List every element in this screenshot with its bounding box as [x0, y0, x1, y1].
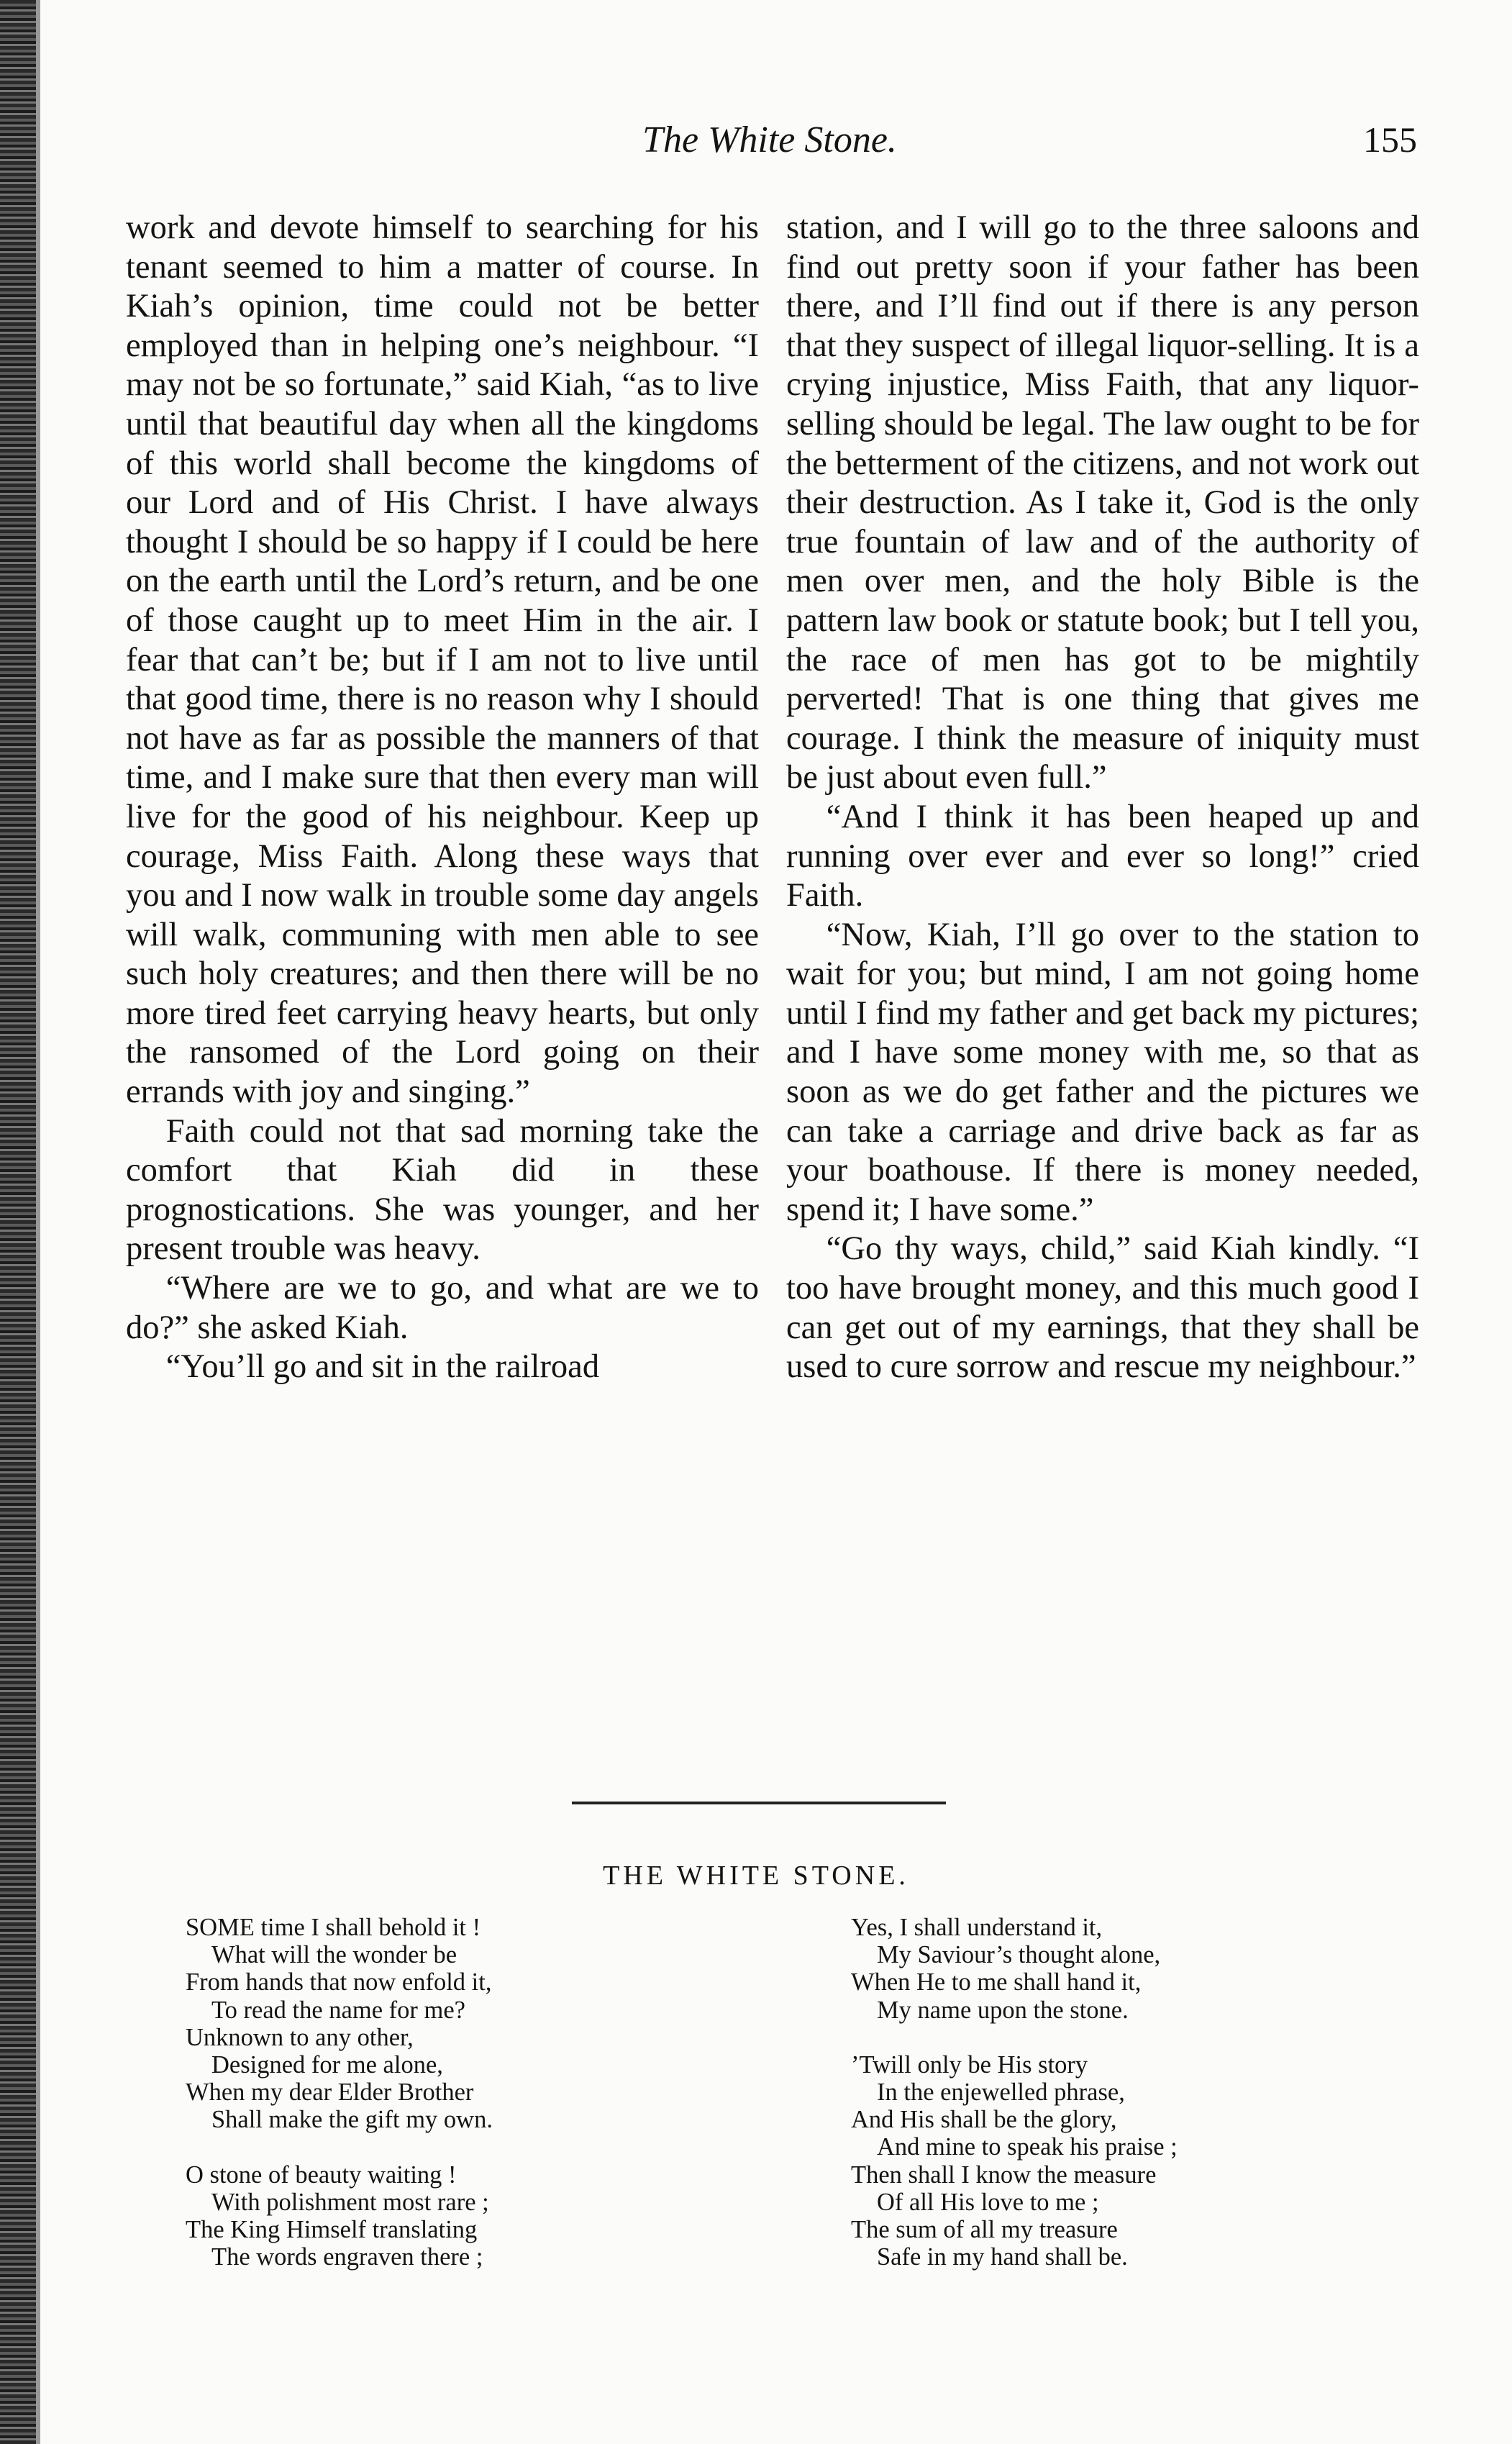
poem-title: THE WHITE STONE. — [603, 1861, 909, 1891]
poem-line: The sum of all my treasure — [851, 2216, 1118, 2244]
poem-line: Designed for me alone, — [211, 2051, 443, 2079]
poem-line: The King Himself translating — [186, 2216, 478, 2244]
poem-line: O stone of beauty waiting ! — [186, 2161, 457, 2189]
prose-paragraph: Faith could not that sad morning take the comfort that Kiah did in these prognostications. She was younger, and her present trouble was heavy. — [126, 1112, 759, 1268]
poem-line: And mine to speak his praise ; — [877, 2133, 1178, 2161]
prose-paragraph: “Go thy ways, child,” said Kiah kindly. “I too have brought money, and this much good I can get out of my earnings, that they shall be used to cure sorrow and rescue my neighbour.” — [786, 1230, 1419, 1386]
page-header — [122, 119, 1417, 176]
poem-line: ’Twill only be His story — [851, 2050, 1088, 2079]
poem-stanza — [186, 1914, 703, 2134]
poem-right-column — [851, 1914, 1369, 2298]
poem-line: Yes, I shall understand it, — [851, 1914, 1103, 1941]
poem-left-column — [186, 1914, 703, 2298]
prose-paragraph: “You’ll go and sit in the railroad — [165, 1348, 600, 1386]
prose-paragraph: station, and I will go to the three saloons and find out pretty soon if your father has been there, and I’ll find out if there is any person that they suspect of illegal liquor-selling. It is a crying injustice, Miss Faith, that any liquor-selling should be legal. The law ought to be for the betterment of the citizens, and not work out their destruction. As I take it, God is the only true fountain of law and of the authority of men over men, and the holy Bible is the pattern law book or statute book; but I tell you, the race of men has got to be mightily perverted! That is one thing that gives me courage. I think the measure of iniquity must be just about even full.” — [786, 209, 1419, 796]
prose-paragraph: “Now, Kiah, I’ll go over to the station to wait for you; but mind, I am not going home until I find my father and get back my pictures; and I have some money with me, so that as soon as we do get father and the pictures we can take a carriage and drive back as far as your boathouse. If there is money needed, spend it; I have some.” — [786, 916, 1419, 1228]
poem-line: Unknown to any other, — [186, 2023, 414, 2051]
page-number: 155 — [1363, 119, 1417, 160]
poem-line: Shall make the gift my own. — [211, 2106, 493, 2134]
prose-paragraph: “Where are we to go, and what are we to do?” she asked Kiah. — [126, 1270, 759, 1346]
poem-line: When my dear Elder Brother — [186, 2079, 474, 2107]
poem-line: When He to me shall hand it, — [851, 1968, 1142, 1996]
page-binding-shadow — [36, 0, 40, 2444]
poem-line: My name upon the stone. — [877, 1996, 1129, 2024]
poem-line: My Saviour’s thought alone, — [877, 1941, 1161, 1969]
poem-line: SOME time I shall behold it ! — [186, 1914, 481, 1941]
poem-line: With polishment most rare ; — [211, 2188, 489, 2216]
running-title: The White Stone. — [642, 119, 897, 160]
page-binding-edge — [0, 0, 36, 2444]
poem-line: What will the wonder be — [211, 1941, 457, 1969]
prose-paragraph: “And I think it has been heaped up and running over ever and ever so long!” cried Faith. — [786, 798, 1419, 914]
prose-paragraph: work and devote himself to searching for his tenant seemed to him a matter of course. In Kiah’s opinion, time could not be better employed than in helping one’s neighbour. “I may not be so fortunate,” said Kiah, “as to live until that beautiful day when all the kingdoms of this world shall become the kingdoms of our Lord and of His Christ. I have always thought I should be so happy if I could be here on the earth until the Lord’s return, and be one of those caught up to meet Him in the air. I fear that can’t be; but if I am not to live until that good time, there is no reason why I should not have as far as possible the manners of that time, and I make sure that then every man will live for the good of his neighbour. Keep up courage, Miss Faith. Along these ways that you and I now walk in trouble some day angels will walk, communing with men able to see such holy creatures; and then there will be no more tired feet carrying heavy hearts, but only the ransomed of the Lord going on their errands with joy and singing.” — [126, 209, 759, 1111]
poem-line: From hands that now enfold it, — [186, 1968, 492, 1996]
prose-right-column — [786, 209, 1419, 1387]
poem-stanza — [186, 2161, 703, 2271]
poem-line: Then shall I know the measure — [851, 2161, 1157, 2189]
poem-stanza — [851, 1914, 1369, 2024]
section-divider-rule — [572, 1802, 946, 1804]
poem-stanza — [851, 2051, 1369, 2271]
poem-line: Safe in my hand shall be. — [877, 2243, 1128, 2271]
poem-line: And His shall be the glory, — [851, 2106, 1117, 2134]
prose-left-column — [126, 209, 759, 1387]
poem-line: Of all His love to me ; — [877, 2188, 1099, 2216]
poem-line: To read the name for me? — [211, 1996, 465, 2024]
poem-line: In the enjewelled phrase, — [877, 2079, 1125, 2107]
poem-line: The words engraven there ; — [211, 2243, 483, 2271]
